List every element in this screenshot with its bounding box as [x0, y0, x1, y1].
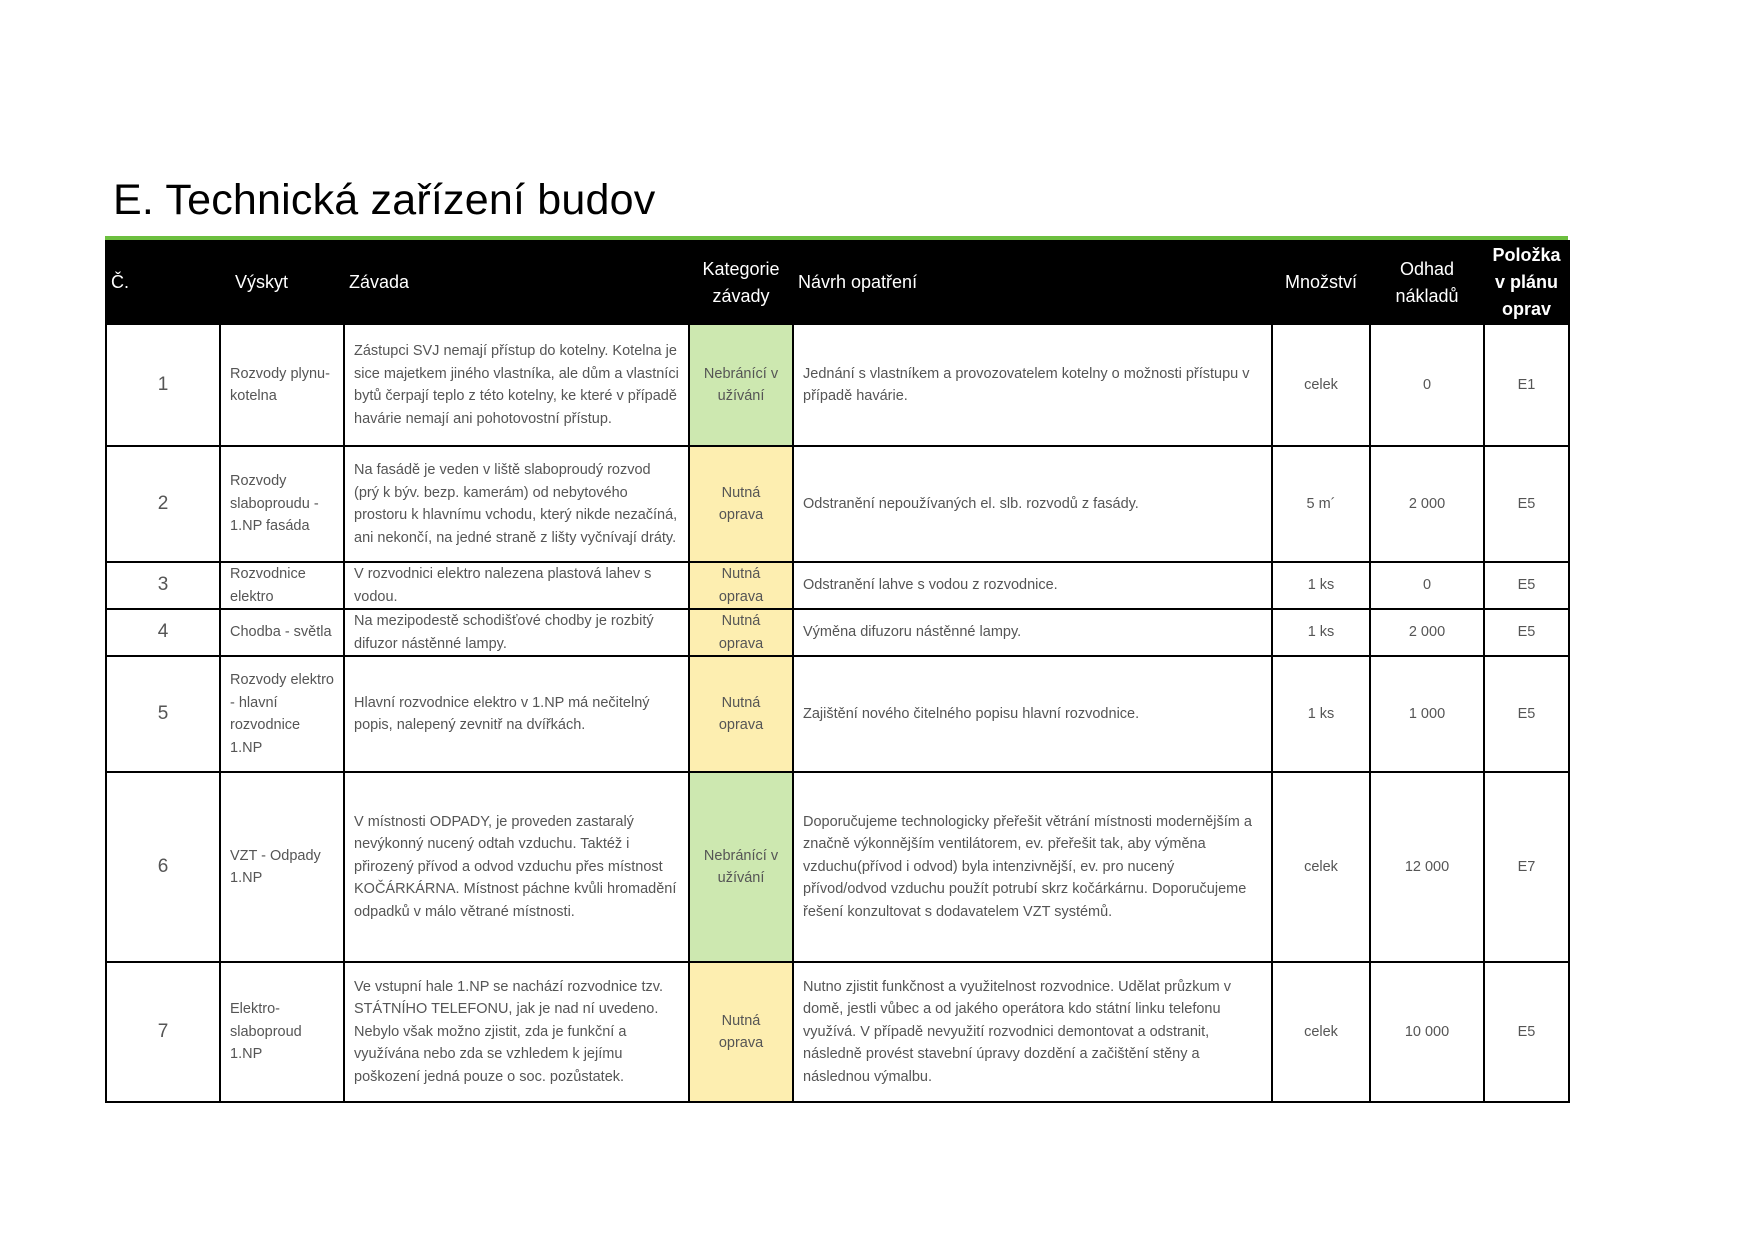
row-quantity: 5 m´ — [1272, 446, 1370, 562]
row-cost: 0 — [1370, 324, 1484, 446]
row-location: Rozvody plynu-kotelna — [220, 324, 344, 446]
row-measure: Jednání s vlastníkem a provozovatelem kotelny o možnosti přístupu v případě havárie. — [793, 324, 1272, 446]
row-location: VZT - Odpady 1.NP — [220, 772, 344, 962]
row-location: Elektro-slaboproud 1.NP — [220, 962, 344, 1102]
row-category: Nebránící v užívání — [689, 772, 793, 962]
header-measure: Návrh opatření — [793, 241, 1272, 324]
row-measure: Doporučujeme technologicky přeřešit větrání místnosti modernějším a značně výkonnějším ventilátorem, ev. přeřešit tak, aby výměna vzduchu(přívod i odvod) byla intenzivnější, ev. pro nucený přívod/odvod vzduchu použít potrubí skrz kočárkárnu. Doporučujeme řešení konzultovat s dodavatelem VZT systémů. — [793, 772, 1272, 962]
row-number: 7 — [106, 962, 220, 1102]
row-plan-item: E5 — [1484, 562, 1569, 609]
row-location: Rozvody elektro - hlavní rozvodnice 1.NP — [220, 656, 344, 772]
row-cost: 0 — [1370, 562, 1484, 609]
row-plan-item: E5 — [1484, 446, 1569, 562]
row-quantity: celek — [1272, 324, 1370, 446]
row-category: Nutná oprava — [689, 962, 793, 1102]
row-quantity: 1 ks — [1272, 609, 1370, 656]
table-row — [106, 446, 1569, 562]
row-quantity: 1 ks — [1272, 656, 1370, 772]
row-cost: 12 000 — [1370, 772, 1484, 962]
row-location: Rozvody slaboproudu - 1.NP fasáda — [220, 446, 344, 562]
row-number: 5 — [106, 656, 220, 772]
row-cost: 1 000 — [1370, 656, 1484, 772]
table-row — [106, 562, 1569, 609]
row-category: Nutná oprava — [689, 656, 793, 772]
row-category: Nutná oprava — [689, 446, 793, 562]
row-measure: Nutno zjistit funkčnost a využitelnost rozvodnice. Udělat průzkum v domě, jestli vůbec a od jakého operátora kdo státní linku telefonu využívá. V případě nevyužití rozvodnici demontovat a odstranit, následně provést stavební úpravy dozdění a začištění stěny a následnou výmalbu. — [793, 962, 1272, 1102]
row-measure: Výměna difuzoru nástěnné lampy. — [793, 609, 1272, 656]
row-cost: 2 000 — [1370, 609, 1484, 656]
row-plan-item: E5 — [1484, 656, 1569, 772]
table-body — [106, 324, 1569, 1102]
header-quantity: Množství — [1272, 241, 1370, 324]
row-plan-item: E1 — [1484, 324, 1569, 446]
table-row — [106, 324, 1569, 446]
header-category: Kategorie závady — [689, 241, 793, 324]
row-defect: Zástupci SVJ nemají přístup do kotelny. Kotelna je sice majetkem jiného vlastníka, ale dům a vlastníci bytů čerpají teplo z této kotelny, ke které v případě havárie nemají ani pohotovostní přístup. — [344, 324, 689, 446]
row-number: 3 — [106, 562, 220, 609]
row-defect: Ve vstupní hale 1.NP se nachází rozvodnice tzv. STÁTNÍHO TELEFONU, jak je nad ní uvedeno. Nebylo však možno zjistit, zda je funkční a využívána nebo zda se vzhledem k jejímu poškození jedná pouze o soc. pozůstatek. — [344, 962, 689, 1102]
page-title: E. Technická zařízení budov — [113, 176, 656, 224]
header-plan-item: Položka v plánu oprav — [1484, 241, 1569, 324]
row-quantity: 1 ks — [1272, 562, 1370, 609]
defects-table — [105, 240, 1570, 1103]
row-number: 2 — [106, 446, 220, 562]
row-defect: Na mezipodestě schodišťové chodby je rozbitý difuzor nástěnné lampy. — [344, 609, 689, 656]
row-plan-item: E5 — [1484, 962, 1569, 1102]
row-quantity: celek — [1272, 962, 1370, 1102]
row-number: 4 — [106, 609, 220, 656]
row-quantity: celek — [1272, 772, 1370, 962]
row-category: Nutná oprava — [689, 562, 793, 609]
table-header-row — [106, 241, 1569, 324]
header-number: Č. — [106, 241, 220, 324]
row-measure: Odstranění nepoužívaných el. slb. rozvodů z fasády. — [793, 446, 1272, 562]
header-cost: Odhad nákladů — [1370, 241, 1484, 324]
row-defect: V místnosti ODPADY, je proveden zastaralý nevýkonný nucený odtah vzduchu. Taktéž i přirozený přívod a odvod vzduchu přes místnost KOČÁRKÁRNA. Místnost páchne kvůli hromadění odpadků v málo větrané místnosti. — [344, 772, 689, 962]
row-location: Chodba - světla — [220, 609, 344, 656]
row-number: 1 — [106, 324, 220, 446]
row-cost: 2 000 — [1370, 446, 1484, 562]
row-measure: Odstranění lahve s vodou z rozvodnice. — [793, 562, 1272, 609]
row-plan-item: E7 — [1484, 772, 1569, 962]
row-number: 6 — [106, 772, 220, 962]
header-location: Výskyt — [220, 241, 344, 324]
table-row — [106, 772, 1569, 962]
header-defect: Závada — [344, 241, 689, 324]
row-defect: Hlavní rozvodnice elektro v 1.NP má nečitelný popis, nalepený zevnitř na dvířkách. — [344, 656, 689, 772]
row-defect: V rozvodnici elektro nalezena plastová lahev s vodou. — [344, 562, 689, 609]
row-category: Nebránící v užívání — [689, 324, 793, 446]
table-row — [106, 656, 1569, 772]
row-defect: Na fasádě je veden v liště slaboproudý rozvod (prý k býv. bezp. kamerám) od nebytového prostoru k hlavnímu vchodu, který nikde nezačíná, ani nekončí, na jedné straně z lišty vyčnívají dráty. — [344, 446, 689, 562]
row-plan-item: E5 — [1484, 609, 1569, 656]
table-row — [106, 962, 1569, 1102]
row-cost: 10 000 — [1370, 962, 1484, 1102]
table-row — [106, 609, 1569, 656]
row-category: Nutná oprava — [689, 609, 793, 656]
row-measure: Zajištění nového čitelného popisu hlavní rozvodnice. — [793, 656, 1272, 772]
row-location: Rozvodnice elektro — [220, 562, 344, 609]
